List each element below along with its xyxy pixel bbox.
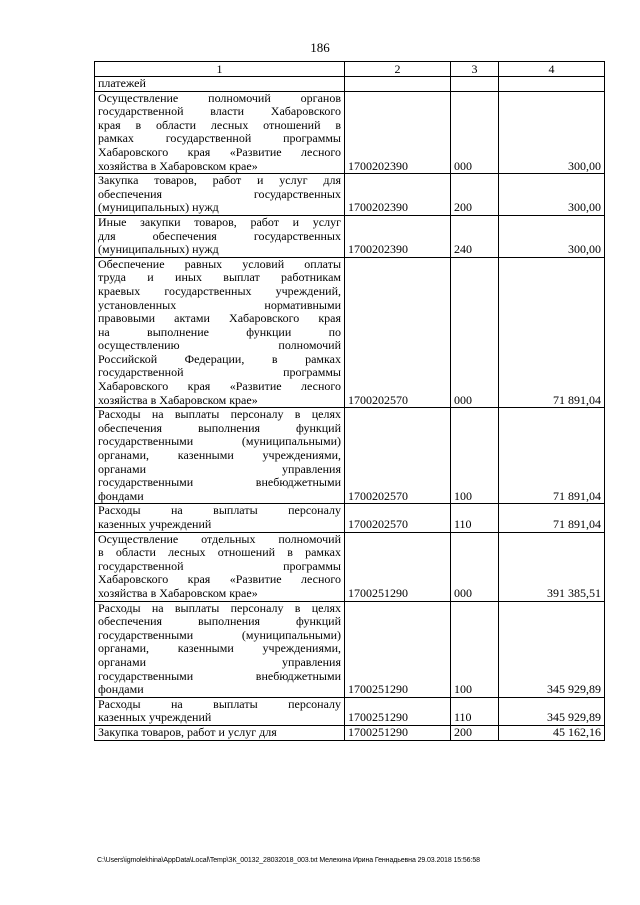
description-line: хозяйства в Хабаровском крае» [98, 158, 258, 173]
description-line: обеспечения государственных [98, 186, 341, 201]
row-target-code: 1700202570 [345, 504, 451, 532]
table-row [95, 504, 605, 532]
description-line: краевых государственных учреждений, [98, 283, 341, 298]
description-line: Закупка товаров, работ и услуг для [98, 724, 277, 739]
description-line: Расходы на выплаты персоналу [98, 503, 341, 518]
row-description [95, 174, 345, 216]
row-target-code: 1700251290 [345, 725, 451, 740]
description-line: правовыми актами Хабаровского края [98, 311, 341, 326]
description-line: Расходы на выплаты персоналу [98, 696, 341, 711]
description-line: обеспечения выполнения функций [98, 420, 341, 435]
row-target-code: 1700251290 [345, 601, 451, 697]
description-line: Хабаровского края «Развитие лесного [98, 144, 341, 159]
description-line: органами управления [98, 654, 341, 669]
row-description [95, 91, 345, 174]
row-expense-type: 110 [451, 697, 499, 725]
table-row [95, 215, 605, 257]
row-amount: 71 891,04 [499, 408, 605, 504]
file-path-footer: C:\Users\igmolekhina\AppData\Local\Temp\ЗК_00132_28032018_003.txt Мелехина Ирина Геннадьевна 29.03.2018 15:56:58 [97, 857, 480, 864]
row-description [95, 257, 345, 408]
row-target-code: 1700251290 [345, 532, 451, 601]
description-line: Расходы на выплаты персоналу в целях [98, 600, 341, 615]
description-line: государственными внебюджетными [98, 475, 341, 490]
row-target-code: 1700202390 [345, 215, 451, 257]
description-line: Иные закупки товаров, работ и услуг [98, 214, 341, 229]
description-line: органами, казенными учреждениями, [98, 641, 341, 656]
description-line: платежей [98, 76, 146, 90]
description-line: государственными (муниципальными) [98, 434, 341, 449]
row-expense-type: 240 [451, 215, 499, 257]
table-row [95, 532, 605, 601]
row-amount: 300,00 [499, 174, 605, 216]
row-expense-type: 100 [451, 408, 499, 504]
description-line: Осуществление отдельных полномочий [98, 531, 341, 546]
description-line: в области лесных отношений в рамках [98, 545, 341, 560]
row-expense-type [451, 77, 499, 92]
column-header: 1 [95, 62, 345, 77]
row-amount: 71 891,04 [499, 257, 605, 408]
row-target-code: 1700251290 [345, 697, 451, 725]
row-amount: 71 891,04 [499, 504, 605, 532]
row-description [95, 77, 345, 92]
column-header: 3 [451, 62, 499, 77]
description-line: Хабаровского края «Развитие лесного [98, 572, 341, 587]
description-line: рамках государственной программы [98, 131, 341, 146]
description-line: осуществлению полномочий [98, 338, 341, 353]
description-line: фондами [98, 488, 144, 503]
description-line: края в области лесных отношений в [98, 117, 341, 132]
row-amount: 391 385,51 [499, 532, 605, 601]
page-number: 186 [310, 40, 330, 55]
description-line: Российской Федерации, в рамках [98, 351, 341, 366]
row-amount: 345 929,89 [499, 697, 605, 725]
description-line: Обеспечение равных условий оплаты [98, 256, 341, 271]
row-amount: 300,00 [499, 215, 605, 257]
row-target-code: 1700202570 [345, 257, 451, 408]
description-line: (муниципальных) нужд [98, 200, 219, 215]
description-line: Расходы на выплаты персоналу в целях [98, 407, 341, 422]
row-description [95, 697, 345, 725]
row-amount: 345 929,89 [499, 601, 605, 697]
description-line: Хабаровского края «Развитие лесного [98, 379, 341, 394]
row-target-code: 1700202390 [345, 91, 451, 174]
description-line: государственной власти Хабаровского [98, 104, 341, 119]
row-target-code: 1700202390 [345, 174, 451, 216]
description-line: государственными (муниципальными) [98, 627, 341, 642]
description-line: казенных учреждений [98, 710, 212, 725]
row-amount: 45 162,16 [499, 725, 605, 740]
row-description [95, 408, 345, 504]
row-expense-type: 000 [451, 91, 499, 174]
row-description [95, 725, 345, 740]
description-line: обеспечения выполнения функций [98, 614, 341, 629]
description-line: на выполнение функции по [98, 324, 341, 339]
budget-table [94, 61, 605, 741]
description-line: государственной программы [98, 558, 341, 573]
description-line: хозяйства в Хабаровском крае» [98, 585, 258, 600]
row-description [95, 532, 345, 601]
column-header: 2 [345, 62, 451, 77]
row-expense-type: 200 [451, 174, 499, 216]
table-row [95, 408, 605, 504]
table-row [95, 174, 605, 216]
row-amount [499, 77, 605, 92]
description-line: Закупка товаров, работ и услуг для [98, 173, 341, 188]
table-body [95, 77, 605, 741]
table-row [95, 697, 605, 725]
row-expense-type: 000 [451, 532, 499, 601]
row-expense-type: 110 [451, 504, 499, 532]
row-description [95, 215, 345, 257]
column-header: 4 [499, 62, 605, 77]
description-line: установленных нормативными [98, 297, 341, 312]
table-row [95, 601, 605, 697]
description-line: Осуществление полномочий органов [98, 90, 341, 105]
description-line: органами, казенными учреждениями, [98, 448, 341, 463]
description-line: казенных учреждений [98, 517, 212, 531]
table-row [95, 725, 605, 740]
description-line: труда и иных выплат работникам [98, 270, 341, 285]
description-line: государственной программы [98, 365, 341, 380]
row-amount: 300,00 [499, 91, 605, 174]
table-row [95, 91, 605, 174]
row-expense-type: 100 [451, 601, 499, 697]
row-expense-type: 000 [451, 257, 499, 408]
description-line: фондами [98, 682, 144, 697]
row-description [95, 601, 345, 697]
description-line: для обеспечения государственных [98, 228, 341, 243]
table-row [95, 257, 605, 408]
table-row [95, 77, 605, 92]
row-target-code [345, 77, 451, 92]
row-expense-type: 200 [451, 725, 499, 740]
description-line: государственными внебюджетными [98, 668, 341, 683]
description-line: органами управления [98, 461, 341, 476]
table-header-row [95, 62, 605, 77]
row-description [95, 504, 345, 532]
description-line: (муниципальных) нужд [98, 242, 219, 257]
row-target-code: 1700202570 [345, 408, 451, 504]
description-line: хозяйства в Хабаровском крае» [98, 392, 258, 407]
